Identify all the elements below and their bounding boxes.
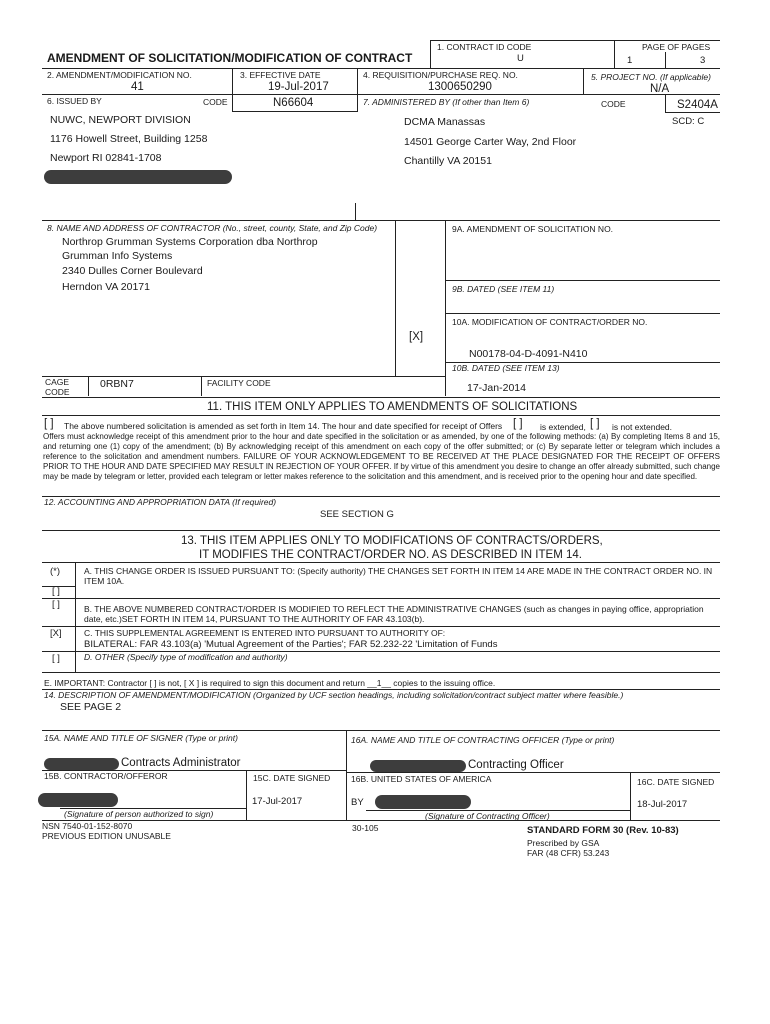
item11-instructions: Offers must acknowledge receipt of this amendment prior to the hour and date specified in the solicitation or as amended, by one of the following methods: (a) By completing Items 8 and 15, and returning one (1) copy of the amendment; (b) By acknowledging receipt of this amendment on each copy of the offer submitted; or (c) By separate letter or telegram which includes a reference to the solicitation and amendment numbers. FAILURE OF YOUR ACKNOWLEDGEMENT TO BE RECEIVED AT THE PLACE DESIGNATED FOR THE RECEIPT OF OFFERS PRIOR TO THE HOUR AND DATE SPECIFIED MAY RESULT IN REJECTION OF YOUR OFFER. If by virtue of this amendment you desire to change an offer already submitted, such change may be made by telegram or letter, provided each telegram or letter makes reference to the solicitation and this amendment, and is received prior to the opening hour and date specified. [43, 432, 720, 481]
item15a-title: Contracts Administrator [121, 757, 241, 769]
rule [42, 397, 720, 398]
item13b-text: date, etc.)SET FORTH IN ITEM 14, PURSUANT TO THE AUTHORITY OF FAR 43.103(b). [84, 614, 425, 624]
issuer-line: Newport RI 02841-1708 [50, 152, 162, 164]
by-label: BY [351, 797, 364, 808]
issuer-line: NUWC, NEWPORT DIVISION [50, 114, 191, 126]
item13c-text: C. THIS SUPPLEMENTAL AGREEMENT IS ENTERED INTO PURSUANT TO AUTHORITY OF: [84, 628, 446, 638]
item9b-label: 9B. DATED (SEE ITEM 11) [452, 284, 555, 294]
standard-form: STANDARD FORM 30 (Rev. 10-83) [527, 825, 679, 836]
rule [614, 40, 615, 68]
item11-checkbox[interactable]: [ ] [44, 418, 54, 430]
rule [42, 94, 720, 95]
item3-value: 19-Jul-2017 [268, 81, 329, 93]
rule [246, 770, 247, 820]
item7-label: 7. ADMINISTERED BY (If other than Item 6) [363, 97, 530, 107]
cage-label: CAGE CODE [45, 377, 70, 397]
item15b-label: 15B. CONTRACTOR/OFFEROR [44, 771, 168, 781]
item12-label: 12. ACCOUNTING AND APPROPRIATION DATA (If required) [44, 497, 277, 507]
rule [42, 562, 720, 563]
item6-code-value: N66604 [273, 97, 314, 109]
rule [42, 820, 720, 821]
item15c-value: 17-Jul-2017 [252, 796, 303, 807]
scd-code: SCD: C [672, 116, 705, 127]
rule [445, 220, 446, 396]
item15c-label: 15C. DATE SIGNED [253, 773, 331, 783]
rule [42, 598, 720, 599]
item13c-checkbox[interactable]: [X] [50, 628, 62, 639]
rule [357, 68, 358, 112]
item13-blank-checkbox[interactable]: [ ] [52, 586, 60, 597]
item13a-text: A. THIS CHANGE ORDER IS ISSUED PURSUANT TO: (Specify authority) THE CHANGES SET FORTH IN ITEM 14 ARE MADE IN THE CONTRACT ORDER NO. IN [84, 566, 713, 576]
item15a-label: 15A. NAME AND TITLE OF SIGNER (Type or print) [44, 733, 238, 743]
item13d-text: D. OTHER (Specify type of modification and authority) [84, 652, 288, 662]
rule [232, 68, 233, 112]
item5-value: N/A [650, 83, 670, 95]
item11-header: 11. THIS ITEM ONLY APPLIES TO AMENDMENTS OF SOLICITATIONS [207, 401, 578, 413]
rule [42, 672, 720, 673]
rule [42, 376, 445, 377]
item11-extended-checkbox[interactable]: [ ] [513, 418, 523, 430]
item13b-checkbox[interactable]: [ ] [52, 599, 60, 610]
item9a-label: 9A. AMENDMENT OF SOLICITATION NO. [452, 224, 614, 234]
admin-line: Chantilly VA 20151 [404, 155, 492, 167]
contract-id-value: U [517, 53, 524, 64]
rule [355, 203, 356, 220]
item7-code-label: CODE [601, 99, 626, 109]
item16b-label: 16B. UNITED STATES OF AMERICA [351, 774, 492, 784]
sig15-caption: (Signature of person authorized to sign) [64, 809, 214, 819]
item11-not-extended-checkbox[interactable]: [ ] [590, 418, 600, 430]
admin-line: DCMA Manassas [404, 116, 486, 128]
item10a-checkbox[interactable]: [X] [409, 331, 424, 343]
page-number: 1 [627, 55, 633, 66]
rule [395, 220, 396, 376]
rule [42, 415, 720, 416]
rule [42, 220, 720, 221]
item4-label: 4. REQUISITION/PURCHASE REQ. NO. [363, 70, 518, 80]
rule [75, 562, 76, 672]
rule [630, 772, 631, 820]
rule [583, 68, 584, 94]
rule [88, 376, 89, 396]
contractor-line: Northrop Grumman Systems Corporation dba Northrop [62, 236, 318, 248]
item5-label: 5. PROJECT NO. (If applicable) [591, 72, 711, 82]
item10a-label: 10A. MODIFICATION OF CONTRACT/ORDER NO. [452, 317, 648, 327]
rule [42, 626, 720, 627]
item16c-label: 16C. DATE SIGNED [637, 777, 715, 787]
rule [42, 530, 720, 531]
item6-label: 6. ISSUED BY [47, 96, 102, 106]
rule [665, 94, 666, 112]
rule [665, 52, 666, 68]
item3-label: 3. EFFECTIVE DATE [240, 70, 321, 80]
item11-not-extended-label: is not extended. [612, 422, 673, 432]
item10b-value: 17-Jan-2014 [467, 382, 526, 394]
issuer-line: 1176 Howell Street, Building 1258 [50, 133, 208, 145]
item16c-value: 18-Jul-2017 [637, 799, 688, 810]
redacted-contractor-signature [38, 793, 118, 807]
redacted-signer-name [44, 758, 119, 770]
redacted-block [44, 170, 232, 184]
item10a-value: N00178-04-D-4091-N410 [469, 348, 588, 360]
item2-label: 2. AMENDMENT/MODIFICATION NO. [47, 70, 192, 80]
rule [42, 730, 720, 731]
rule [346, 772, 720, 773]
item13a-text: ITEM 10A. [84, 576, 125, 586]
rule [232, 111, 357, 112]
item7-code-value: S2404A [677, 99, 718, 111]
item4-value: 1300650290 [428, 81, 492, 93]
contractor-line: Herndon VA 20171 [62, 281, 150, 293]
admin-line: 14501 George Carter Way, 2nd Floor [404, 136, 577, 148]
rule [445, 280, 720, 281]
item13d-checkbox[interactable]: [ ] [52, 653, 60, 664]
far-reference: FAR (48 CFR) 53.243 [527, 848, 610, 858]
item12-value: SEE SECTION G [320, 509, 394, 520]
item6-code-label: CODE [203, 97, 228, 107]
item14-label: 14. DESCRIPTION OF AMENDMENT/MODIFICATION (Organized by UCF section headings, including solicitation/contract subject matter where feasible.) [44, 690, 624, 700]
redacted-officer-name [370, 760, 466, 772]
contract-id-label: 1. CONTRACT ID CODE [437, 42, 532, 52]
contractor-line: 2340 Dulles Corner Boulevard [62, 265, 203, 277]
rule [445, 313, 720, 314]
facility-label: FACILITY CODE [207, 378, 271, 388]
nsn-number: NSN 7540-01-152-8070 [42, 821, 133, 831]
form-number: 30-105 [352, 823, 379, 833]
rule [42, 68, 720, 69]
sig16-caption: (Signature of Contracting Officer) [425, 811, 550, 821]
item-e-important: E. IMPORTANT: Contractor [ ] is not, [ X ] is required to sign this document and return __1__ copies to the issuing office. [44, 678, 496, 688]
cage-value: 0RBN7 [100, 378, 134, 390]
previous-edition: PREVIOUS EDITION UNUSABLE [42, 831, 171, 841]
rule [430, 40, 431, 68]
rule [665, 112, 720, 113]
item13a-checkbox[interactable]: (*) [50, 566, 61, 577]
contractor-line: Grumman Info Systems [62, 250, 173, 262]
page-total: 3 [700, 55, 706, 66]
rule [201, 376, 202, 396]
redacted-officer-signature [375, 795, 471, 809]
item2-value: 41 [131, 81, 144, 93]
item13c-authority: BILATERAL: FAR 43.103(a) 'Mutual Agreement of the Parties'; FAR 52.232-22 'Limitation of Funds [84, 639, 498, 650]
item16a-title: Contracting Officer [468, 759, 564, 771]
rule [430, 40, 720, 41]
item11-line1-text: The above numbered solicitation is amended as set forth in Item 14. The hour and date specified for receipt of Offers [64, 421, 503, 431]
item14-value: SEE PAGE 2 [60, 701, 122, 713]
form-title: AMENDMENT OF SOLICITATION/MODIFICATION OF CONTRACT [47, 51, 413, 65]
item8-label: 8. NAME AND ADDRESS OF CONTRACTOR (No., street, county, State, and Zip Code) [47, 223, 378, 233]
item13-header-2: IT MODIFIES THE CONTRACT/ORDER NO. AS DESCRIBED IN ITEM 14. [199, 549, 582, 561]
item11-extended-label: is extended, [540, 422, 586, 432]
rule [346, 730, 347, 820]
item10b-label: 10B. DATED (SEE ITEM 13) [452, 363, 560, 373]
page-of-label: PAGE OF PAGES [642, 42, 711, 52]
item16a-label: 16A. NAME AND TITLE OF CONTRACTING OFFICER (Type or print) [351, 735, 615, 745]
prescribed-by: Prescribed by GSA [527, 838, 600, 848]
item13b-text: B. THE ABOVE NUMBERED CONTRACT/ORDER IS MODIFIED TO REFLECT THE ADMINISTRATIVE CHANGES (such as changes in paying office, appropriation [84, 604, 704, 614]
item13-header-1: 13. THIS ITEM APPLIES ONLY TO MODIFICATIONS OF CONTRACTS/ORDERS, [181, 535, 603, 547]
